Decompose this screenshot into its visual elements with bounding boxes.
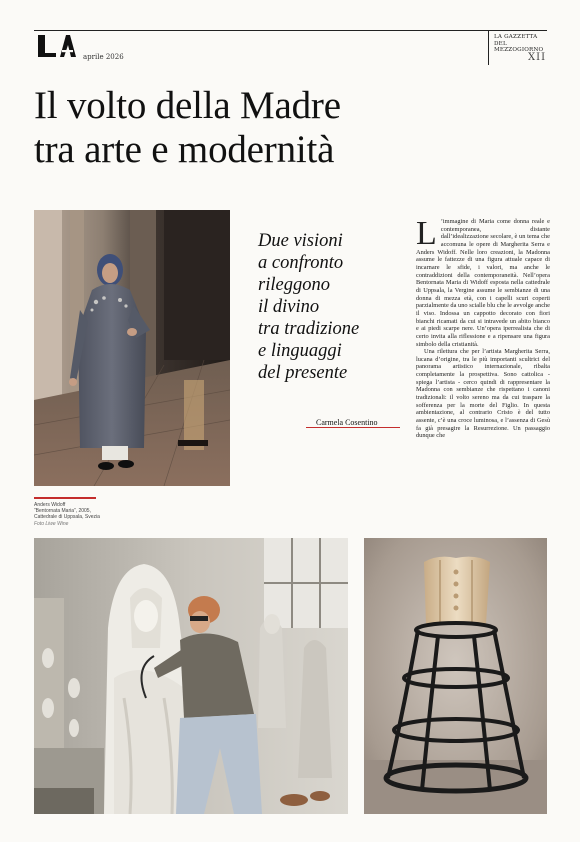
photo-credit: Foto Liwe Wine [34,520,69,527]
caption-line: Cattedrale di Uppsala, Svezia [34,514,100,521]
photo-sculptor-at-work [34,538,348,814]
headline-line: tra arte e modernità [34,128,335,171]
pull-quote-line: tra tradizione [258,319,360,339]
paragraph-text: ’immagine di Maria come donna reale e contemporanea, distante dall’idealizzazione secolare, è un tema che accomuna le opere di Margherita Serra e Anders Widoff. Nelle loro creazioni, la Madonna assume le fattezze di una figura attuale capace di incarnare le sfide, i valori, ma anche le contraddizioni della contemporaneità. Nell’opera Bentornata Maria di Widoff esposta nella cattedrale di Uppsala, la Vergine assume le sembianze di una donna di mezza età, con i capelli scuri coperti parzialmente da uno scialle blu che le avvolge anche il viso. Indossa un cappotto decorato con fiori bianchi ricamati da cui si intravede un abito bianco e ai piedi scarpe nere. Un’opera iperrealista che di certo invita alla riflessione e a ripensare una figura simbolo della cristianità. [416,218,550,348]
pull-quote-line: il divino [258,297,320,317]
masthead-line: DEL MEZZOGIORNO [494,40,544,54]
issue-date: aprile 2026 [83,53,124,61]
headline-line: Il volto della Madre [34,84,341,127]
pull-quote-line: a confronto [258,253,344,273]
masthead-line: LA GAZZETTA [494,34,538,40]
photo-caption [34,502,134,527]
newspaper-logo-icon [36,33,76,59]
photo-bentornata-maria [34,210,230,486]
pull-quote-line: e linguaggi [258,341,342,361]
top-rule [34,30,547,31]
pull-quote [258,230,408,384]
masthead [494,34,554,54]
pull-quote-line: del presente [258,363,348,383]
caption-line: “Bentornata Maria”, 2005, [34,508,91,515]
pull-quote-line: Due visioni [258,231,343,251]
caption-accent-rule [34,497,96,499]
author-byline: Carmela Cosentino [316,418,378,427]
pull-quote-line: rileggono [258,275,330,295]
body-paragraph: Una rilettura che per l’artista Margherita Serra, lucana d’origine, tra le più importanti scultrici del panorama artistico internazionale, ribalta completamente la prospettiva. Sono cattolica - spiega l’artista - cerco quindi di rappresentare la Madonna con sembianze che rispettano i canoni tradizionali: il volto sereno ma da cui traspare la sofferenza per la morte del Figlio. In questa ambientazione, al contrario Cristo è del tutto assente, c’è una croce luminosa, e l’assenza di Gesù fa già presagire la Resurrezione. Un passaggio dunque che [416,348,550,440]
photo-crinoline-sculpture [364,538,547,814]
masthead-divider [488,31,489,65]
drop-cap: L [416,215,437,252]
byline-accent-rule [306,427,400,428]
body-paragraph [416,215,550,348]
headline [34,84,554,172]
article-body [416,215,550,440]
page-number: XII [528,52,547,63]
caption-line: Anders Widoff [34,502,66,508]
